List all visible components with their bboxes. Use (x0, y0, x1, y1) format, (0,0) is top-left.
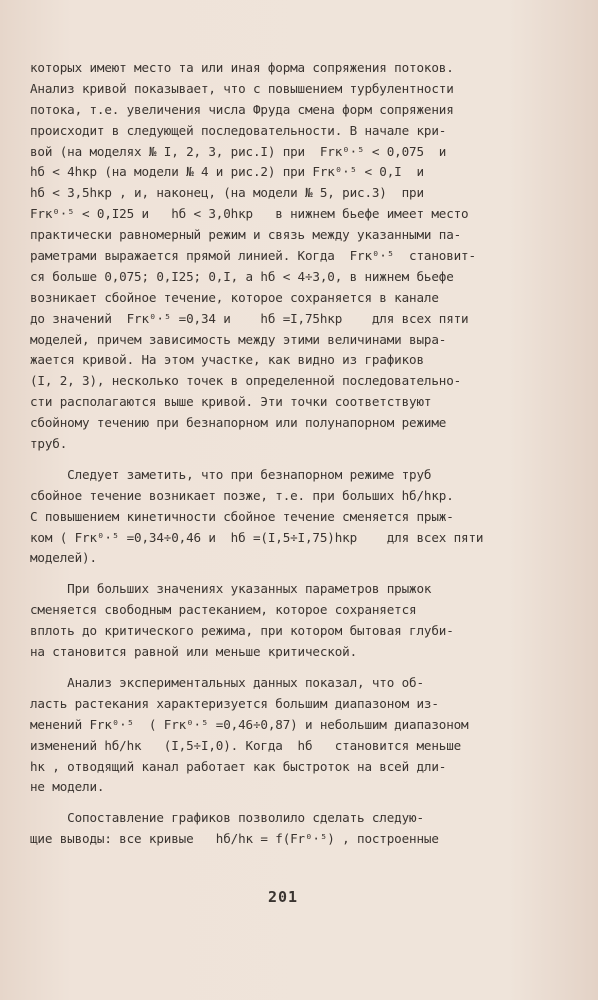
text-line: Frк⁰·⁵ < 0,I25 и hб < 3,0hкр в нижнем бьефе имеет место (30, 206, 469, 222)
text-line: ласть растекания характеризуется большим диапазоном из- (30, 695, 439, 711)
text-line: моделей). (30, 550, 97, 566)
paragraph-3 (30, 579, 575, 663)
paragraph-gap (30, 455, 575, 465)
page-number: 201 (268, 888, 299, 906)
text-line: которых имеют место та или иная форма сопряжения потоков. (30, 60, 454, 75)
text-line: труб. (30, 436, 68, 452)
text-line: практически равномерный режим и связь между указанными па- (30, 227, 462, 243)
text-line: раметрами выражается прямой линией. Когда Frк⁰·⁵ становит- (30, 248, 476, 264)
text-line: Сопоставление графиков позволило сделать следую- (30, 810, 424, 826)
text-line: потока, т.е. увеличения числа Фруда смена форм сопряжения (30, 101, 454, 117)
text-line: до значений Frк⁰·⁵ =0,34 и hб =I,75hкр для всех пяти (30, 310, 469, 326)
text-line: сбойное течение возникает позже, т.е. при больших hб/hкр. (30, 487, 454, 503)
paragraph-1 (30, 58, 575, 455)
text-line: вой (на моделях № I, 2, 3, рис.I) при Frк⁰·⁵ < 0,075 и (30, 143, 447, 159)
text-line: менений Frк⁰·⁵ ( Frк⁰·⁵ =0,46÷0,87) и небольшим диапазоном (30, 716, 469, 732)
text-line: сти располагаются выше кривой. Эти точки соответствуют (30, 394, 432, 410)
paragraph-5 (30, 808, 575, 850)
paragraph-2 (30, 465, 575, 569)
paragraph-4 (30, 673, 575, 798)
text-line: ком ( Frк⁰·⁵ =0,34÷0,46 и hб =(I,5÷I,75)hкр для всех пяти (30, 529, 484, 545)
text-line: Анализ экспериментальных данных показал, что об- (30, 674, 424, 690)
text-line: жается кривой. На этом участке, как видно из графиков (30, 352, 424, 368)
text-line: При больших значениях указанных параметров прыжок (30, 581, 432, 597)
text-line: возникает сбойное течение, которое сохраняется в канале (30, 289, 439, 305)
text-line: Анализ кривой показывает, что с повышением турбулентности (30, 80, 454, 96)
text-line: hб < 4hкр (на модели № 4 и рис.2) при Frк⁰·⁵ < 0,I и (30, 164, 424, 180)
text-line: ся больше 0,075; 0,I25; 0,I, а hб < 4÷3,0, в нижнем бьефе (30, 268, 454, 284)
text-line: сменяется свободным растеканием, которое сохраняется (30, 602, 417, 618)
text-line: не модели. (30, 779, 105, 795)
text-line: С повышением кинетичности сбойное течение сменяется прыж- (30, 508, 454, 524)
text-line: hб < 3,5hкр , и, наконец, (на модели № 5, рис.3) при (30, 185, 424, 201)
text-line: hк , отводящий канал работает как быстроток на всей дли- (30, 758, 447, 774)
text-line: вплоть до критического режима, при котором бытовая глуби- (30, 623, 454, 639)
text-line: Следует заметить, что при безнапорном режиме труб (30, 466, 432, 482)
text-line: щие выводы: все кривые hб/hк = f(Fr⁰·⁵) , построенные (30, 831, 439, 847)
text-line: изменений hб/hк (I,5÷I,0). Когда hб становится меньше (30, 737, 462, 753)
text-line: (I, 2, 3), несколько точек в определенной последовательно- (30, 373, 462, 389)
paragraph-gap (30, 663, 575, 673)
paragraph-gap (30, 798, 575, 808)
text-line: на становится равной или меньше критической. (30, 644, 358, 660)
text-line: сбойному течению при безнапорном или полунапорном режиме (30, 415, 447, 431)
paragraph-gap (30, 569, 575, 579)
text-line: моделей, причем зависимость между этими величинами выра- (30, 331, 447, 347)
text-line: происходит в следующей последовательности. В начале кри- (30, 122, 447, 138)
body-text (30, 58, 575, 850)
